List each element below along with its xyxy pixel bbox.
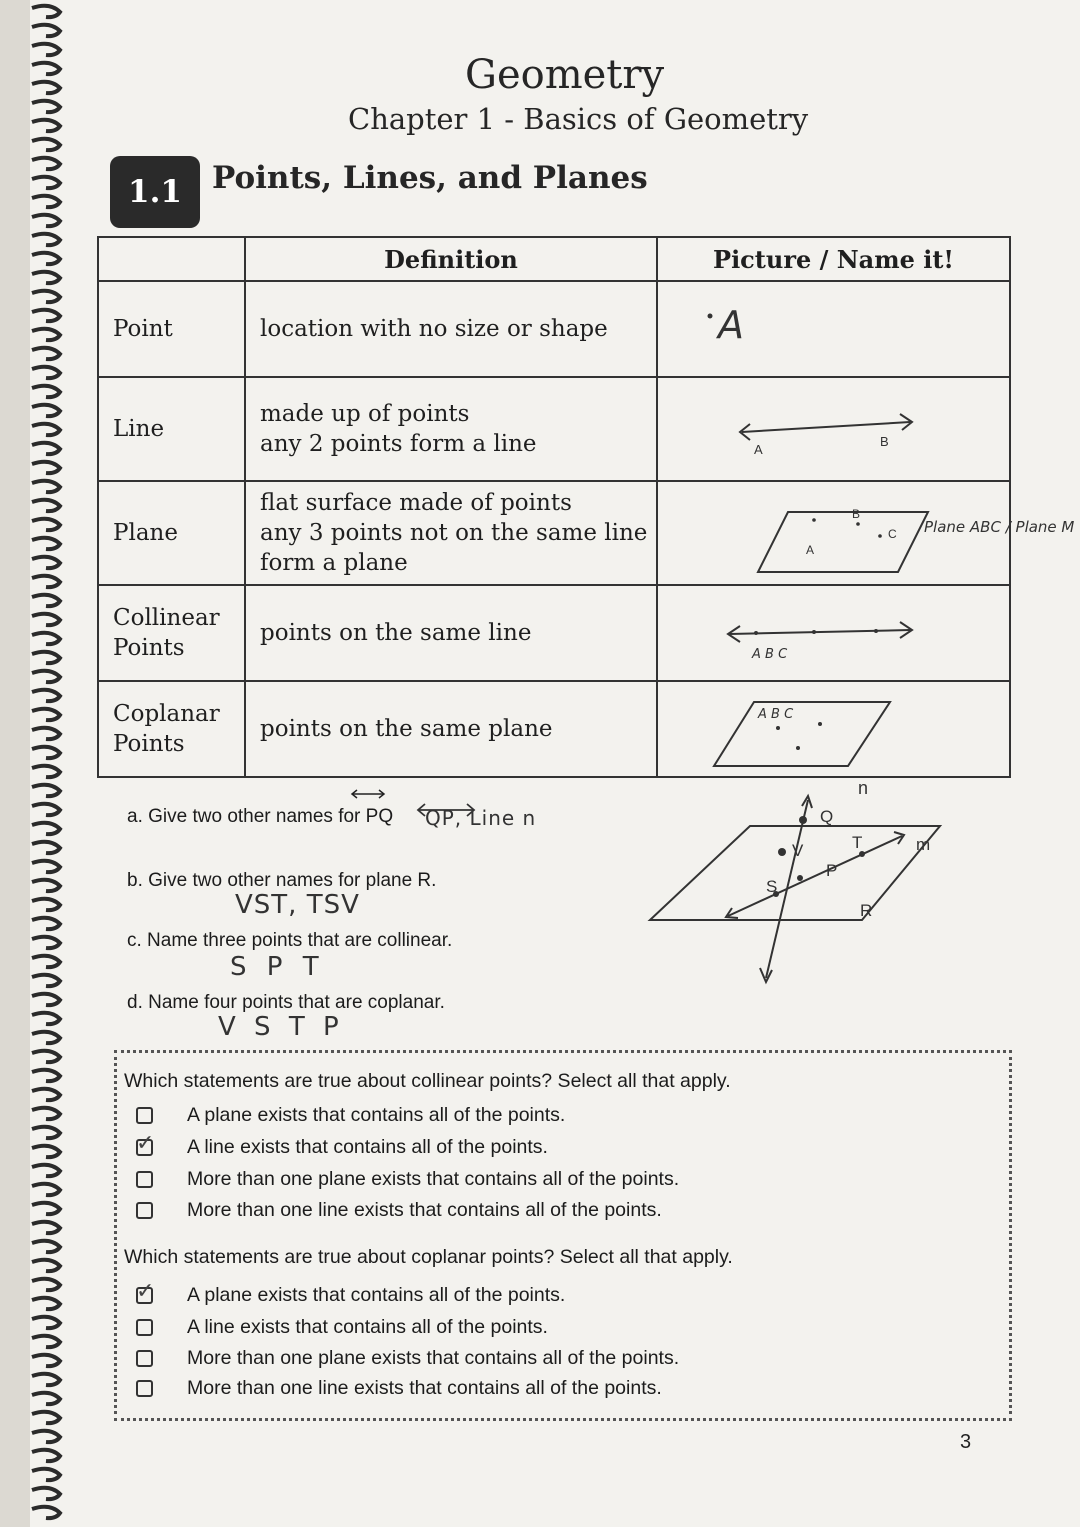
coil-ring bbox=[32, 538, 60, 549]
coil-ring bbox=[32, 576, 60, 587]
definition-cell: points on the same plane bbox=[245, 681, 657, 777]
table-row bbox=[98, 681, 1010, 777]
notebook-page bbox=[30, 0, 1080, 1527]
coil-ring bbox=[32, 956, 60, 967]
coil-ring bbox=[32, 557, 60, 568]
coil-ring bbox=[32, 253, 60, 264]
svg-text:C: C bbox=[888, 527, 897, 541]
coil-ring bbox=[32, 1146, 60, 1157]
example-a-answer: QP, Line n bbox=[425, 806, 537, 830]
chapter-subtitle: Chapter 1 - Basics of Geometry bbox=[348, 102, 809, 136]
term-cell: Coplanar Points bbox=[98, 681, 245, 777]
coil-ring bbox=[32, 709, 60, 720]
coil-ring bbox=[32, 1108, 60, 1119]
check-mark-icon: ✓ bbox=[136, 1131, 155, 1156]
table-row bbox=[98, 281, 1010, 377]
quiz-option[interactable]: A plane exists that contains all of the points. bbox=[136, 1104, 565, 1127]
picture-cell bbox=[657, 377, 1010, 481]
coil-ring bbox=[32, 1355, 60, 1366]
coil-ring bbox=[32, 975, 60, 986]
plane-sketch bbox=[658, 482, 1075, 586]
coil-ring bbox=[32, 1469, 60, 1480]
coil-ring bbox=[32, 1507, 60, 1518]
coil-ring bbox=[32, 842, 60, 853]
coil-ring bbox=[32, 462, 60, 473]
coil-ring bbox=[32, 1488, 60, 1499]
definition-cell: location with no size or shape bbox=[245, 281, 657, 377]
quiz-option[interactable]: More than one plane exists that contains all of the points. bbox=[136, 1347, 679, 1370]
coil-ring bbox=[32, 614, 60, 625]
coil-ring bbox=[32, 1412, 60, 1423]
header-picture: Picture / Name it! bbox=[657, 237, 1010, 281]
quiz-option[interactable]: More than one line exists that contains all of the points. bbox=[136, 1199, 662, 1222]
point-label: A bbox=[718, 303, 744, 347]
coil-ring bbox=[32, 671, 60, 682]
coil-ring bbox=[32, 1393, 60, 1404]
coil-ring bbox=[32, 1127, 60, 1138]
term-cell: Line bbox=[98, 377, 245, 481]
coil-ring bbox=[32, 861, 60, 872]
coil-ring bbox=[32, 177, 60, 188]
checkbox-icon[interactable] bbox=[136, 1350, 153, 1367]
coil-ring bbox=[32, 1431, 60, 1442]
quiz-option[interactable]: ✓ A plane exists that contains all of the points. bbox=[136, 1279, 566, 1306]
table-row bbox=[98, 481, 1010, 585]
picture-cell bbox=[657, 281, 1010, 377]
example-c-answer: S P T bbox=[230, 952, 325, 982]
definitions-table bbox=[97, 236, 1075, 778]
coil-ring bbox=[32, 994, 60, 1005]
coil-ring bbox=[32, 1165, 60, 1176]
svg-text:B: B bbox=[880, 434, 889, 449]
quiz-question-1: Which statements are true about collinear points? Select all that apply. bbox=[124, 1070, 731, 1092]
definition-cell: points on the same line bbox=[245, 585, 657, 681]
coil-ring bbox=[32, 1260, 60, 1271]
section-title: Points, Lines, and Planes bbox=[212, 160, 648, 196]
coil-ring bbox=[32, 215, 60, 226]
coil-ring bbox=[32, 690, 60, 701]
coil-ring bbox=[32, 443, 60, 454]
term-cell: Plane bbox=[98, 481, 245, 585]
quiz-option[interactable]: ✓ A line exists that contains all of the points. bbox=[136, 1131, 548, 1158]
example-c-question: c. Name three points that are collinear. bbox=[127, 930, 453, 951]
coplanar-sketch bbox=[658, 682, 1038, 778]
coil-ring bbox=[32, 234, 60, 245]
label-p: P bbox=[826, 861, 838, 880]
coil-ring bbox=[32, 1089, 60, 1100]
coil-ring bbox=[32, 291, 60, 302]
check-mark-icon: ✓ bbox=[136, 1279, 155, 1304]
svg-text:A: A bbox=[754, 442, 763, 457]
table-row bbox=[98, 377, 1010, 481]
coil-ring bbox=[32, 101, 60, 112]
label-n: n bbox=[858, 778, 869, 798]
coil-ring bbox=[32, 500, 60, 511]
coil-ring bbox=[32, 1013, 60, 1024]
coil-ring bbox=[32, 785, 60, 796]
coil-ring bbox=[32, 367, 60, 378]
picture-cell bbox=[657, 681, 1010, 777]
coil-ring bbox=[32, 899, 60, 910]
coil-ring bbox=[32, 1241, 60, 1252]
line-sketch bbox=[658, 378, 1038, 482]
coil-ring bbox=[32, 82, 60, 93]
label-m: m bbox=[916, 835, 931, 854]
coil-ring bbox=[32, 633, 60, 644]
coil-ring bbox=[32, 823, 60, 834]
coil-ring bbox=[32, 44, 60, 55]
coil-ring bbox=[32, 1032, 60, 1043]
example-a-question: a. Give two other names for PQ bbox=[127, 806, 394, 827]
collinear-sketch bbox=[658, 586, 1038, 682]
label-t: T bbox=[852, 833, 863, 852]
coil-ring bbox=[32, 1070, 60, 1081]
coil-ring bbox=[32, 728, 60, 739]
section-number-badge: 1.1 bbox=[110, 156, 200, 228]
coil-ring bbox=[32, 1336, 60, 1347]
checkbox-icon[interactable] bbox=[136, 1171, 153, 1188]
definition-cell: made up of points any 2 points form a line bbox=[245, 377, 657, 481]
coil-ring bbox=[32, 1279, 60, 1290]
coil-ring bbox=[32, 652, 60, 663]
plane-name-label: Plane ABC / Plane M bbox=[924, 518, 1075, 536]
coil-ring bbox=[32, 1317, 60, 1328]
coil-ring bbox=[32, 63, 60, 74]
coil-ring bbox=[32, 1222, 60, 1233]
coil-ring bbox=[32, 1051, 60, 1062]
label-s: S bbox=[766, 877, 778, 896]
checkbox-icon[interactable] bbox=[136, 1279, 155, 1304]
term-cell: Point bbox=[98, 281, 245, 377]
coil-ring bbox=[32, 481, 60, 492]
example-d-question: d. Name four points that are coplanar. bbox=[127, 992, 445, 1013]
label-q: Q bbox=[820, 807, 834, 826]
example-d-answer: V S T P bbox=[218, 1012, 344, 1042]
coil-ring bbox=[32, 196, 60, 207]
coil-ring bbox=[32, 6, 60, 17]
header-term bbox=[98, 237, 245, 281]
coil-ring bbox=[32, 158, 60, 169]
coil-ring bbox=[32, 120, 60, 131]
svg-text:A: A bbox=[806, 543, 815, 557]
coil-ring bbox=[32, 880, 60, 891]
coil-ring bbox=[32, 804, 60, 815]
coil-ring bbox=[32, 424, 60, 435]
example-b-question: b. Give two other names for plane R. bbox=[127, 870, 437, 891]
coil-ring bbox=[32, 1450, 60, 1461]
checkbox-icon[interactable] bbox=[136, 1131, 155, 1156]
coil-ring bbox=[32, 918, 60, 929]
plane-r-diagram bbox=[640, 770, 960, 990]
quiz-option[interactable]: A line exists that contains all of the points. bbox=[136, 1316, 548, 1339]
coil-ring bbox=[32, 1184, 60, 1195]
table-row bbox=[98, 585, 1010, 681]
picture-cell bbox=[657, 481, 1075, 585]
coil-ring bbox=[32, 310, 60, 321]
table-header-row bbox=[98, 237, 1010, 281]
checkbox-icon[interactable] bbox=[136, 1380, 153, 1397]
page-title: Geometry bbox=[465, 52, 665, 98]
coil-ring bbox=[32, 386, 60, 397]
coil-ring bbox=[32, 405, 60, 416]
collinear-labels: A B C bbox=[752, 647, 788, 662]
coil-ring bbox=[32, 766, 60, 777]
coil-ring bbox=[32, 139, 60, 150]
definition-cell: flat surface made of points any 3 points not on the same line form a plane bbox=[245, 481, 657, 585]
page-number: 3 bbox=[960, 1431, 972, 1453]
coil-ring bbox=[32, 348, 60, 359]
coil-ring bbox=[32, 329, 60, 340]
coil-ring bbox=[32, 272, 60, 283]
coil-ring bbox=[32, 1203, 60, 1214]
quiz-option[interactable]: More than one plane exists that contains all of the points. bbox=[136, 1168, 679, 1191]
label-r: R bbox=[860, 901, 873, 920]
spiral-binding bbox=[30, 0, 74, 1527]
svg-text:B: B bbox=[852, 507, 861, 521]
checkbox-icon[interactable] bbox=[136, 1107, 153, 1124]
coil-ring bbox=[32, 519, 60, 530]
line-symbol-icon bbox=[348, 784, 388, 804]
coil-ring bbox=[32, 25, 60, 36]
coil-ring bbox=[32, 1298, 60, 1309]
quiz-question-2: Which statements are true about coplanar points? Select all that apply. bbox=[124, 1246, 733, 1268]
coplanar-labels: A B C bbox=[758, 707, 794, 722]
coil-ring bbox=[32, 937, 60, 948]
coil-ring bbox=[32, 595, 60, 606]
coil-ring bbox=[32, 1374, 60, 1385]
example-b-answer: VST, TSV bbox=[235, 890, 360, 920]
coil-ring bbox=[32, 747, 60, 758]
picture-cell bbox=[657, 585, 1010, 681]
header-definition: Definition bbox=[245, 237, 657, 281]
checkbox-icon[interactable] bbox=[136, 1202, 153, 1219]
label-v: V bbox=[792, 841, 804, 860]
term-cell: Collinear Points bbox=[98, 585, 245, 681]
point-sketch bbox=[658, 282, 1038, 378]
quiz-option[interactable]: More than one line exists that contains all of the points. bbox=[136, 1377, 662, 1400]
checkbox-icon[interactable] bbox=[136, 1319, 153, 1336]
